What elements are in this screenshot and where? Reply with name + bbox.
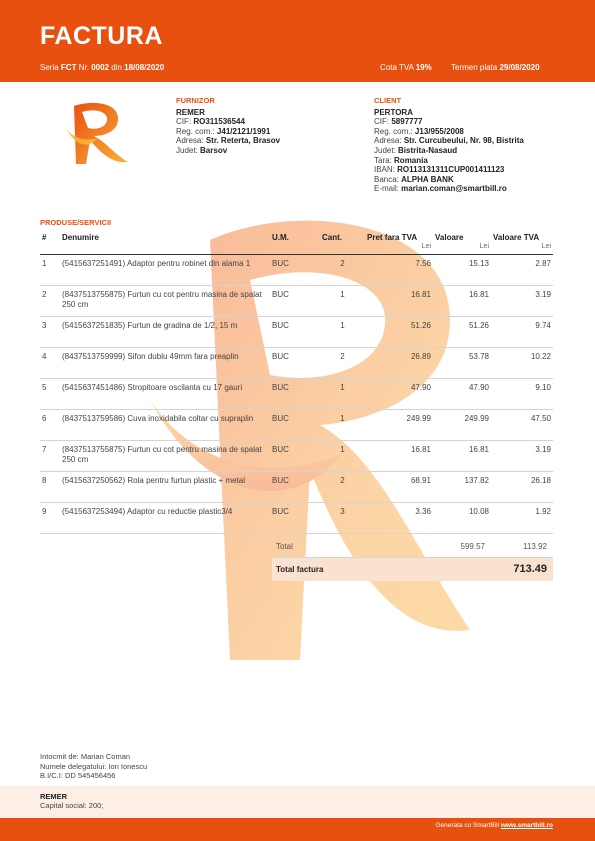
vat-rate-info: Cota TVA 19% [380,63,432,72]
client-bank: ALPHA BANK [401,174,454,184]
smartbill-link[interactable]: www.smartbill.ro [500,822,553,829]
table-row: 5 (5415637451486) Stropitoare oscilanta cu 17 gauri BUC 1 47.90 47.90 9.10 [40,379,553,410]
client-reg: J13/955/2008 [414,126,464,136]
total-row [272,536,553,558]
supplier-name: REMER [176,107,205,117]
table-row: 9 (5415637253494) Adaptor cu reductie plastic3/4 BUC 3 3.36 10.08 1.92 [40,503,553,534]
table-row: 1 (5415637251491) Adaptor pentru robinet din alama 1 BUC 2 7.56 15.13 2.87 [40,255,553,286]
footer-capital: Capital social: 200; [40,801,104,810]
table-row: 2 (8437513755875) Furtun cu cot pentru masina de spalat 250 cm BUC 1 16.81 16.81 3.19 [40,286,553,317]
client-cif: 5897777 [391,117,423,127]
products-header-row [40,231,553,255]
client-country: Romania [394,155,428,165]
supplier-title: FURNIZOR [176,96,215,105]
col-index: # [40,231,60,255]
client-address: Str. Curcubeului, Nr. 98, Bistrita [403,136,524,146]
products-table [40,231,553,534]
supplier-address: Str. Reterta, Brasov [205,136,281,146]
client-iban: RO113131311CUP001411123 [397,165,505,175]
table-row: 7 (8437513755875) Furtun cu cot pentru masina de spalat 250 cm BUC 1 16.81 16.81 3.19 [40,441,553,472]
supplier-reg: J41/2121/1991 [216,126,271,136]
invoice-series-info: Seria FCT Nr. 0002 din 18/08/2020 [40,63,165,72]
delegate-name: Numele delegatului: Ion Ionescu [40,761,148,771]
table-row: 4 (8437513759999) Sifon dublu 49mm fara preaplin BUC 2 26.89 53.78 10.22 [40,348,553,379]
client-county: Bistrita-Nasaud [398,145,458,155]
invoice-title: FACTURA [40,22,163,50]
products-section-title: PRODUSE/SERVICII [40,218,112,227]
client-email[interactable]: marian.coman@smartbill.ro [401,184,507,194]
supplier-block: FURNIZOR REMER CIF: RO311536544 Reg. com.: J41/2121/1991 Adresa: Str. Reterta, Brasov Judet: Barsov [176,96,281,155]
issued-by: Intocmit de: Marian Coman [40,752,131,761]
smartbill-r-logo-icon [62,98,132,168]
due-date: 29/08/2020 [499,63,540,72]
generated-by: Generata cu SmartBill www.smartbill.ro [435,822,553,829]
grand-total-row [272,558,553,581]
supplier-county: Barsov [200,145,228,155]
col-price: Pret fara TVA Lei [365,231,433,255]
due-date-info: Termen plata 29/08/2020 [451,63,540,72]
table-row: 6 (8437513759586) Cuva inoxidabila coltar cu supraplin BUC 1 249.99 249.99 47.50 [40,410,553,441]
table-row: 3 (5415637251835) Furtun de gradina de 1/2, 15 m BUC 1 51.26 51.26 9.74 [40,317,553,348]
grand-total-value: 713.49 [513,563,547,575]
client-title: CLIENT [374,96,402,105]
total-value: 599.57 [460,542,485,551]
invoice-header [0,0,595,82]
delegate-id: B.I/C.I: DD 545456456 [40,771,116,780]
col-um: U.M. [270,231,320,255]
supplier-cif: RO311536544 [193,117,245,127]
company-footer [0,786,595,818]
col-value: Valoare Lei [433,231,491,255]
vat-rate: 19% [415,63,432,72]
grand-total-label: Total factura [276,565,324,574]
table-row: 8 (5415637250562) Rola pentru furtun plastic + metal BUC 2 68.91 137.82 26.18 [40,472,553,503]
total-vat: 113.92 [523,542,547,551]
page-footer [0,818,595,841]
col-qty: Cant. [320,231,365,255]
total-label: Total [276,542,293,551]
invoice-number: 0002 [91,63,109,72]
invoice-date: 18/08/2020 [124,63,165,72]
footer-company-name: REMER [40,792,68,801]
client-name: PERTORA [374,107,413,117]
issuer-info [40,752,147,781]
col-name: Denumire [60,231,270,255]
client-block: CLIENT PERTORA CIF: 5897777 Reg. com.: J13/955/2008 Adresa: Str. Curcubeului, Nr. 98, Bistrita Judet: Bistrita-Nasaud Tara: Romania IBAN: RO113131311CUP001411123 Banca: ALPHA BANK E-mail: marian.coman@smartbill.ro [374,96,524,194]
col-vat: Valoare TVA Lei [491,231,553,255]
invoice-series: FCT [60,63,77,72]
